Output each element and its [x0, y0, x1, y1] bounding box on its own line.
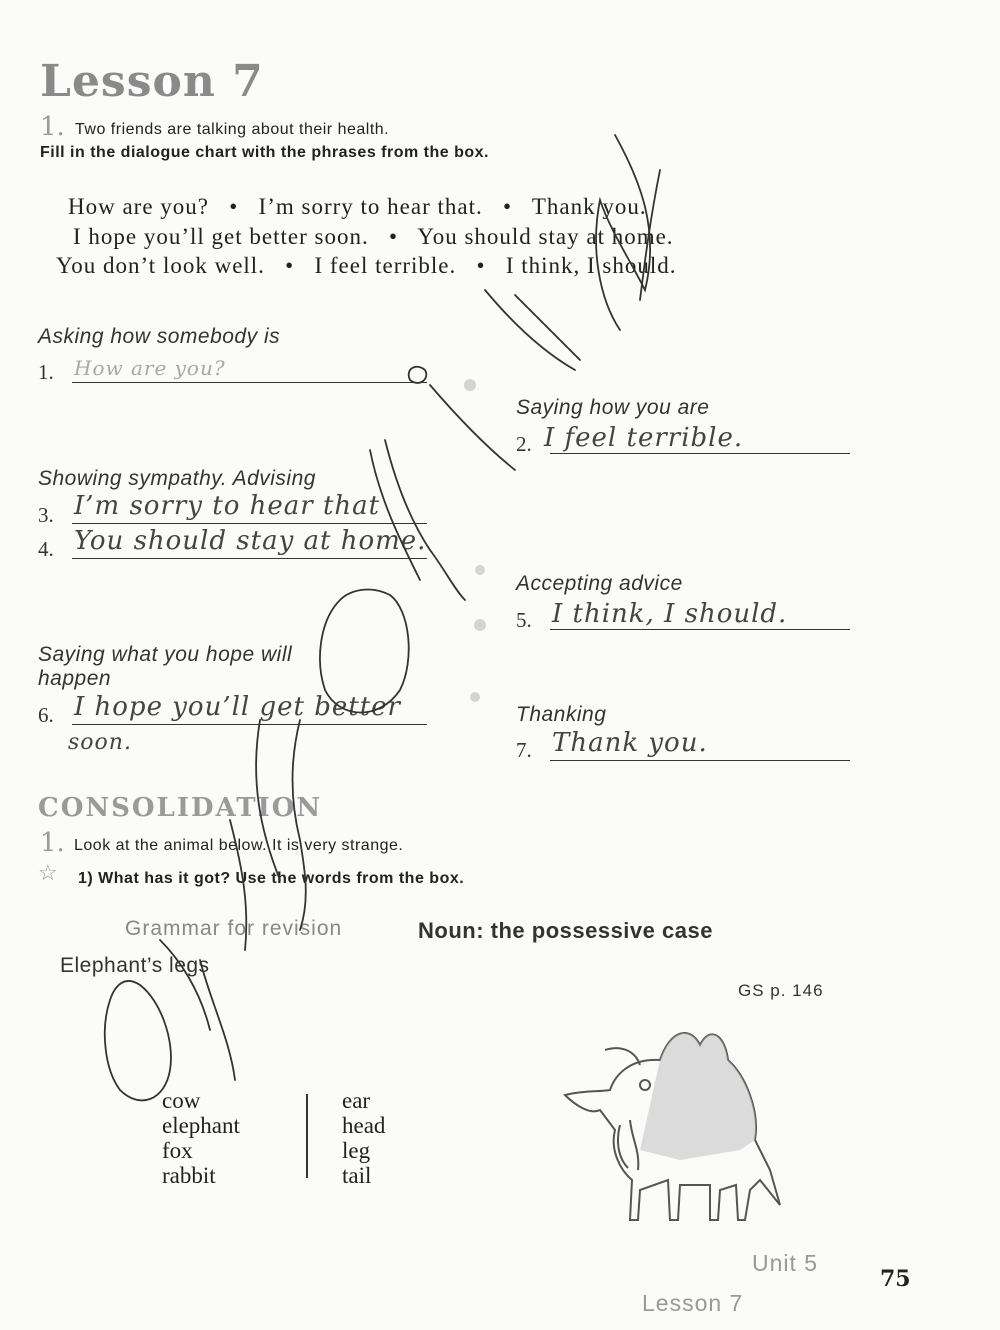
answer-field-7[interactable]	[550, 730, 850, 761]
category-accepting: Accepting advice	[516, 572, 683, 595]
word-item: ear	[342, 1088, 371, 1113]
answer-field-2[interactable]	[544, 423, 850, 454]
star-icon: ☆	[38, 860, 58, 885]
row-number: 3.	[38, 503, 54, 527]
word-item: fox	[162, 1138, 193, 1163]
answer-field-3[interactable]	[72, 493, 427, 524]
consolidation-intro: Look at the animal below. It is very strange.	[74, 837, 404, 854]
row-number: 1.	[38, 360, 54, 384]
consolidation-heading: CONSOLIDATION	[38, 793, 323, 823]
animal-word-list	[162, 1088, 240, 1188]
category-sympathy: Showing sympathy. Advising	[38, 467, 316, 490]
body-part-word-list	[342, 1088, 385, 1188]
category-hope-cont: happen	[38, 667, 112, 690]
answer-field-6[interactable]	[72, 694, 427, 725]
category-hope: Saying what you hope will	[38, 643, 293, 666]
row-number: 7.	[516, 738, 532, 762]
exercise-number: 1.	[40, 112, 65, 142]
strange-animal-illustration	[560, 1020, 790, 1230]
grammar-reference: GS p. 146	[738, 981, 824, 1000]
word-item: cow	[162, 1088, 201, 1113]
row-number: 2.	[516, 432, 532, 456]
exercise-number: 1.	[40, 828, 65, 858]
answer-text: I feel terrible.	[544, 423, 744, 453]
phrase-box-line: You don’t look well. • I feel terrible. • I think, I should.	[56, 253, 677, 278]
answer-text: Thank you.	[552, 728, 708, 758]
word-item: head	[342, 1113, 386, 1138]
grammar-topic: Noun: the possessive case	[418, 918, 713, 943]
row-number: 4.	[38, 537, 54, 561]
answer-text: I’m sorry to hear that	[74, 491, 381, 521]
answer-field-5[interactable]	[550, 599, 850, 630]
footer-unit: Unit 5	[752, 1250, 819, 1276]
row-number: 5.	[516, 608, 532, 632]
category-thanking: Thanking	[516, 703, 607, 726]
phrase-box-line: How are you? • I’m sorry to hear that. • Thank you.	[68, 194, 647, 219]
consolidation-question: 1) What has it got? Use the words from the box.	[78, 870, 465, 887]
answer-text: I think, I should.	[552, 599, 788, 629]
category-saying: Saying how you are	[516, 396, 710, 419]
row-number: 6.	[38, 703, 54, 727]
word-item: rabbit	[162, 1163, 216, 1188]
grammar-heading: Grammar for revision	[125, 917, 343, 940]
lesson-title: Lesson 7	[40, 56, 264, 107]
answer-text: You should stay at home.	[74, 526, 427, 556]
answer-text: I hope you’ll get better	[74, 692, 401, 722]
grammar-example: Elephant’s legs	[60, 954, 210, 977]
answer-field-1[interactable]	[72, 352, 427, 383]
exercise-intro: Two friends are talking about their health.	[75, 121, 390, 138]
word-box-divider	[306, 1094, 308, 1178]
answer-text-continued: soon.	[68, 730, 132, 755]
answer-text: How are you?	[74, 356, 226, 380]
phrase-box-line: I hope you’ll get better soon. • You should stay at home.	[73, 224, 674, 249]
answer-field-4[interactable]	[72, 528, 427, 559]
word-item: leg	[342, 1138, 371, 1163]
word-item: tail	[342, 1163, 372, 1188]
footer-lesson: Lesson 7	[642, 1290, 744, 1316]
category-asking: Asking how somebody is	[38, 325, 281, 348]
word-item: elephant	[162, 1113, 240, 1138]
exercise-instruction: Fill in the dialogue chart with the phrases from the box.	[40, 144, 489, 161]
page-number: 75	[880, 1266, 911, 1292]
